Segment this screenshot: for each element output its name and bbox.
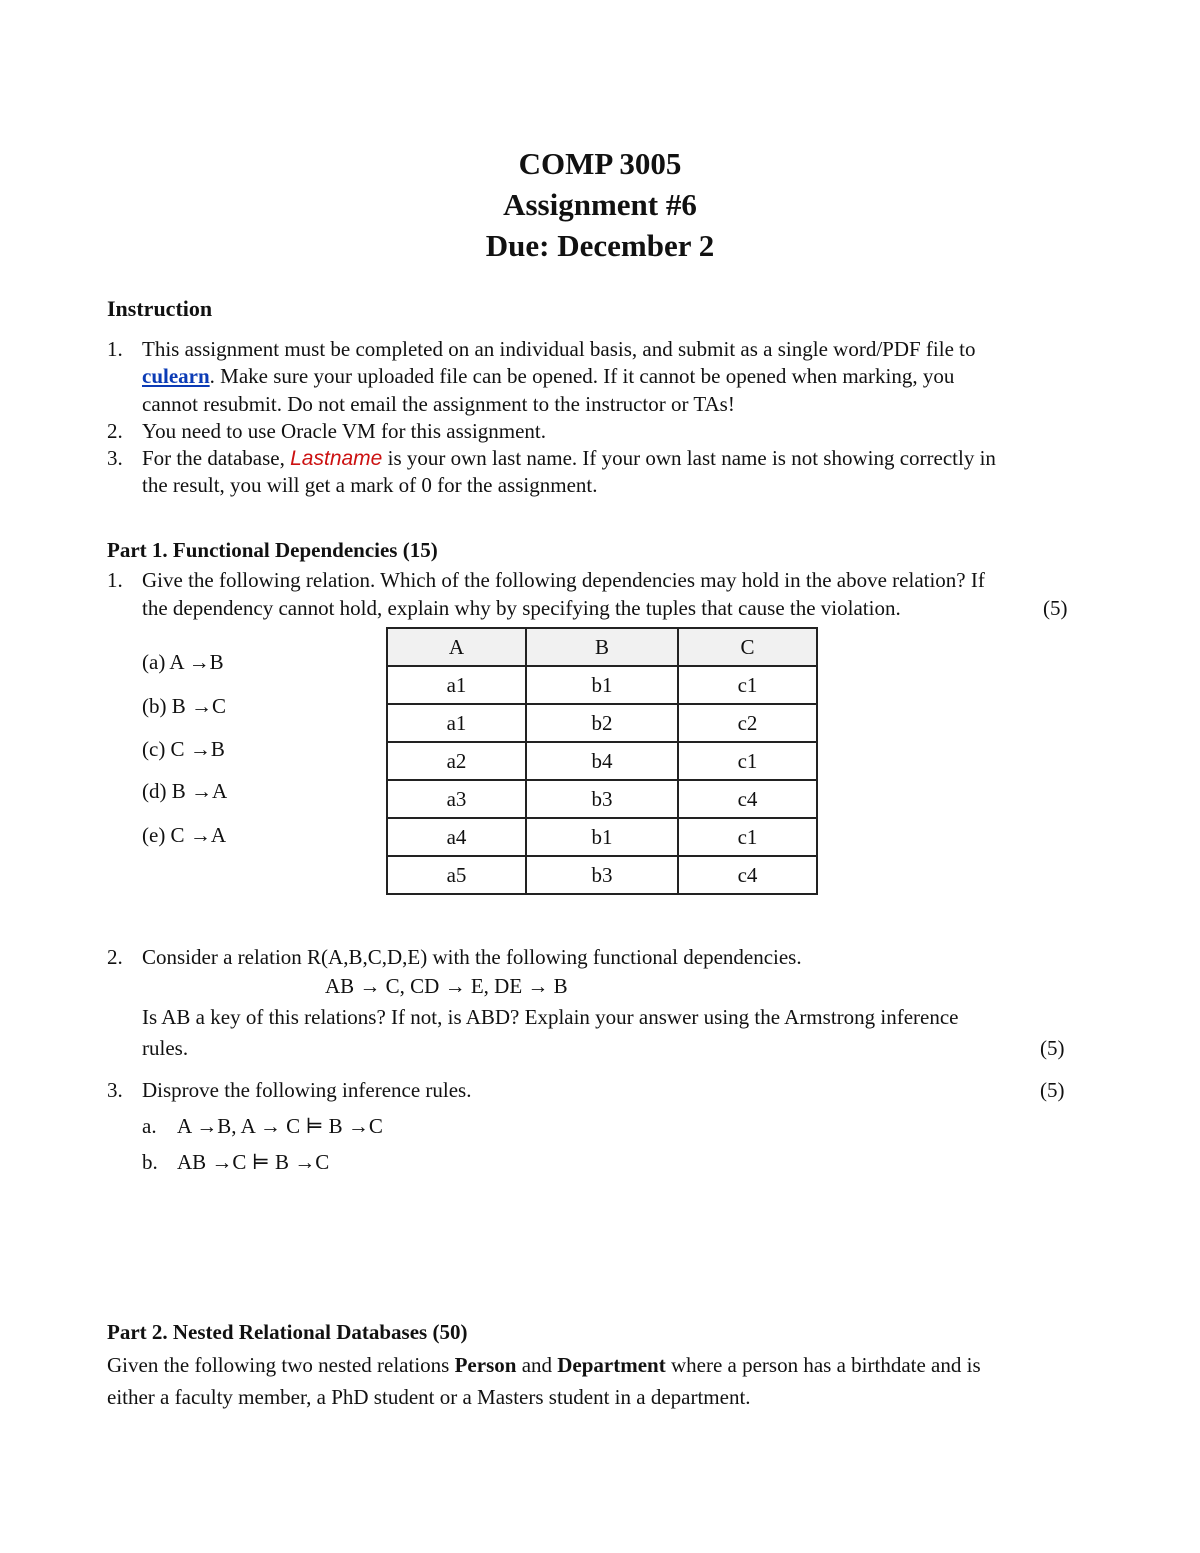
table-row xyxy=(387,666,817,704)
q2-line4: rules. xyxy=(142,1036,189,1060)
cell: c1 xyxy=(678,666,817,704)
cell: b4 xyxy=(526,742,678,780)
option-a: (a) A →B xyxy=(142,650,224,674)
course-title: COMP 3005 xyxy=(518,146,682,181)
cell: b3 xyxy=(526,856,678,894)
instruction-3-line1 xyxy=(142,446,996,471)
department-relation: Department xyxy=(557,1353,666,1377)
q1-number: 1. xyxy=(107,568,123,592)
q3-b-rule: AB →C ⊨ B →C xyxy=(177,1150,330,1174)
q2-marks: (5) xyxy=(1040,1036,1065,1060)
q2-number: 2. xyxy=(107,945,123,969)
q2-line1: Consider a relation R(A,B,C,D,E) with the following functional dependencies. xyxy=(142,945,802,969)
option-d: (d) B →A xyxy=(142,779,228,803)
instruction-2-number: 2. xyxy=(107,419,123,443)
instruction-1-line1: This assignment must be completed on an individual basis, and submit as a single word/PDF file to xyxy=(142,337,976,361)
table-row xyxy=(387,704,817,742)
option-e: (e) C →A xyxy=(142,823,226,847)
instruction-3-pre: For the database, xyxy=(142,446,291,470)
cell: c1 xyxy=(678,818,817,856)
relation-table xyxy=(386,627,818,895)
due-date: Due: December 2 xyxy=(485,228,715,263)
part2-line1-pre: Given the following two nested relations xyxy=(107,1353,455,1377)
table-row xyxy=(387,742,817,780)
table-row xyxy=(387,818,817,856)
cell: b3 xyxy=(526,780,678,818)
cell: c4 xyxy=(678,856,817,894)
header-c: C xyxy=(678,628,817,666)
part2-line2: either a faculty member, a PhD student or a Masters student in a department. xyxy=(107,1385,751,1409)
instruction-3-post: is your own last name. If your own last name is not showing correctly in xyxy=(382,446,996,470)
option-b: (b) B →C xyxy=(142,694,226,718)
person-relation: Person xyxy=(454,1353,517,1377)
instruction-1-line3: cannot resubmit. Do not email the assignment to the instructor or TAs! xyxy=(142,392,735,416)
instruction-3-number: 3. xyxy=(107,446,123,470)
cell: a2 xyxy=(387,742,526,780)
part2-and: and xyxy=(516,1353,558,1377)
cell: a5 xyxy=(387,856,526,894)
q2-fds: AB → C, CD → E, DE → B xyxy=(325,974,568,998)
part2-line1-post: where a person has a birthdate and is xyxy=(665,1353,981,1377)
header-a: A xyxy=(387,628,526,666)
q3-b-label: b. xyxy=(142,1150,158,1174)
part2-line1 xyxy=(107,1353,981,1378)
cell: a4 xyxy=(387,818,526,856)
cell: a1 xyxy=(387,704,526,742)
table-row xyxy=(387,780,817,818)
q1-line2: the dependency cannot hold, explain why by specifying the tuples that cause the violation. xyxy=(142,596,901,620)
q2-line3: Is AB a key of this relations? If not, is ABD? Explain your answer using the Armstrong inference xyxy=(142,1005,959,1029)
lastname-highlight: Lastname xyxy=(290,447,383,470)
q3-a-label: a. xyxy=(142,1114,157,1138)
instruction-1-line2 xyxy=(142,364,954,389)
instruction-1-number: 1. xyxy=(107,337,123,361)
table-row xyxy=(387,856,817,894)
q3-number: 3. xyxy=(107,1078,123,1102)
cell: b2 xyxy=(526,704,678,742)
q3-marks: (5) xyxy=(1040,1078,1065,1102)
q1-marks: (5) xyxy=(1043,596,1068,620)
instruction-3-line2: the result, you will get a mark of 0 for the assignment. xyxy=(142,473,598,497)
option-c: (c) C →B xyxy=(142,737,225,761)
instruction-1-line2-text: . Make sure your uploaded file can be opened. If it cannot be opened when marking, you xyxy=(209,364,955,388)
cell: b1 xyxy=(526,666,678,704)
instruction-heading: Instruction xyxy=(107,296,213,321)
assignment-title: Assignment #6 xyxy=(503,187,697,222)
cell: c2 xyxy=(678,704,817,742)
instruction-2-text: You need to use Oracle VM for this assignment. xyxy=(142,419,547,443)
cell: a1 xyxy=(387,666,526,704)
table-header-row xyxy=(387,628,817,666)
cell: b1 xyxy=(526,818,678,856)
culearn-link[interactable]: culearn xyxy=(142,364,210,388)
cell: c4 xyxy=(678,780,817,818)
part1-heading: Part 1. Functional Dependencies (15) xyxy=(107,538,438,562)
q3-line1: Disprove the following inference rules. xyxy=(142,1078,472,1102)
header-b: B xyxy=(526,628,678,666)
q3-a-rule: A →B, A → C ⊨ B →C xyxy=(177,1114,383,1138)
cell: c1 xyxy=(678,742,817,780)
part2-heading: Part 2. Nested Relational Databases (50) xyxy=(107,1320,468,1344)
cell: a3 xyxy=(387,780,526,818)
q1-line1: Give the following relation. Which of the following dependencies may hold in the above relation? If xyxy=(142,568,985,592)
